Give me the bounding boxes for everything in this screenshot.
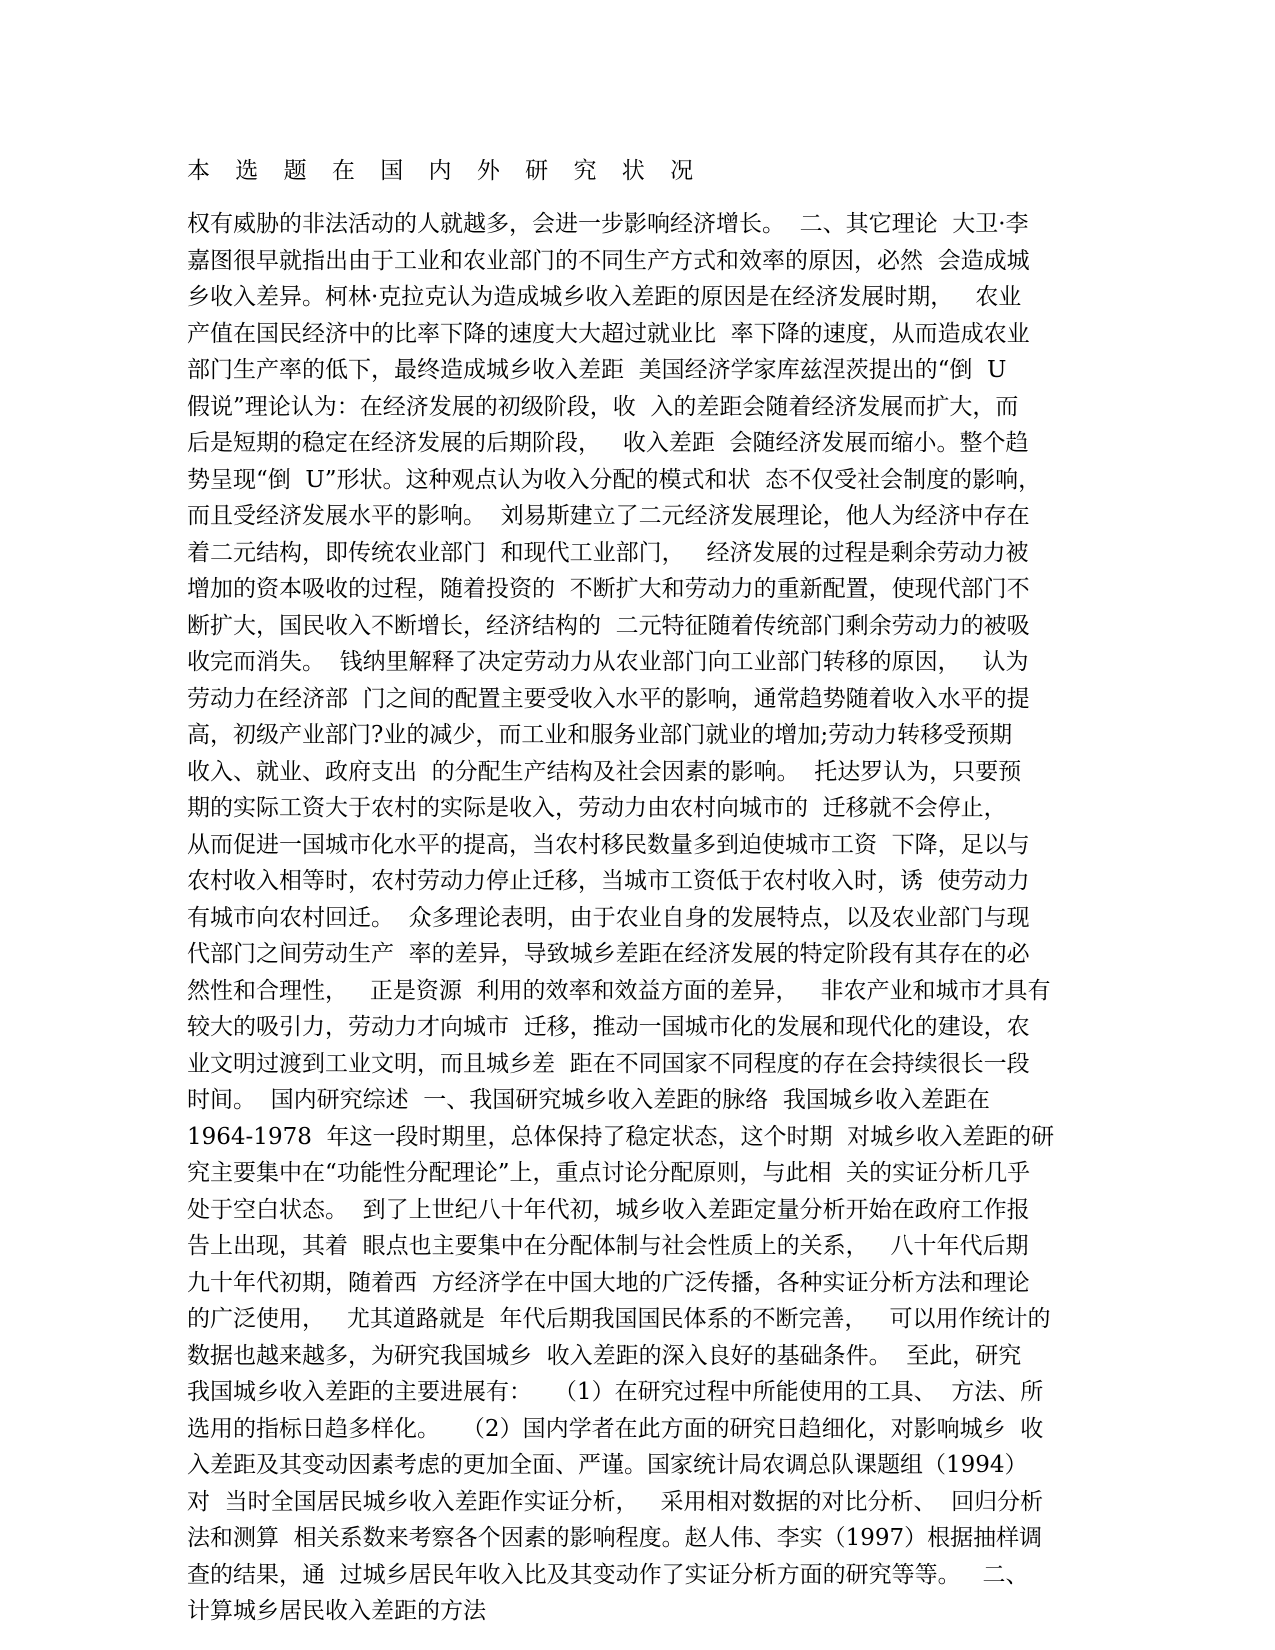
text-line: 产值在国民经济中的比率下降的速度大大超过就业比 率下降的速度，从而造成农业 (187, 320, 1030, 347)
text-line: 究主要集中在“功能性分配理论”上，重点讨论分配原则，与此相 关的实证分析几乎 (187, 1160, 1031, 1186)
text-line: 处于空白状态。 到了上世纪八十年代初，城乡收入差距定量分析开始在政府工作报 (187, 1196, 1030, 1223)
text-line: 选用的指标日趋多样化。 （2）国内学者在此方面的研究日趋细化，对影响城乡 收 (187, 1415, 1044, 1442)
body-paragraph (187, 206, 1087, 1630)
text-line: 农村收入相等时，农村劳动力停止迁移，当城市工资低于农村收入时，诱 使劳动力 (187, 868, 1030, 894)
text-line: 着二元结构，即传统农业部门 和现代工业部门， 经济发展的过程是剩余劳动力被 (187, 539, 1029, 566)
text-line: 1964-1978 年这一段时期里，总体保持了稳定状态，这个时期 对城乡收入差距的研 (187, 1123, 1055, 1150)
text-line: 有城市向农村回迁。 众多理论表明，由于农业自身的发展特点，以及农业部门与现 (187, 904, 1030, 931)
section-heading: 本 选 题 在 国 内 外 研 究 状 况 (187, 158, 703, 184)
text-line: 的广泛使用， 尤其道路就是 年代后期我国国民体系的不断完善， 可以用作统计的 (187, 1306, 1051, 1332)
text-line: 代部门之间劳动生产 率的差异，导致城乡差距在经济发展的特定阶段有其存在的必 (187, 941, 1030, 967)
text-line: 从而促进一国城市化水平的提高，当农村移民数量多到迫使城市工资 下降，足以与 (187, 831, 1030, 858)
text-line: 查的结果，通 过城乡居民年收入比及其变动作了实证分析方面的研究等等。 二、 (187, 1561, 1029, 1588)
text-line: 收完而消失。 钱纳里解释了决定劳动力从农业部门向工业部门转移的原因， 认为 (187, 649, 1029, 675)
text-line: 收入、就业、政府支出 的分配生产结构及社会因素的影响。 托达罗认为，只要预 (187, 758, 1022, 785)
text-line: 九十年代初期，随着西 方经济学在中国大地的广泛传播，各种实证分析方法和理论 (187, 1269, 1030, 1296)
text-line: 入差距及其变动因素考虑的更加全面、严谨。国家统计局农调总队课题组（1994） (187, 1452, 1028, 1478)
text-line: 部门生产率的低下，最终造成城乡收入差距 美国经济学家库兹涅茨提出的“倒 U (187, 357, 1007, 383)
text-line: 劳动力在经济部 门之间的配置主要受收入水平的影响，通常趋势随着收入水平的提 (187, 685, 1030, 712)
text-line: 断扩大，国民收入不断增长，经济结构的 二元特征随着传统部门剩余劳动力的被吸 (187, 612, 1030, 639)
text-line: 期的实际工资大于农村的实际是收入，劳动力由农村向城市的 迁移就不会停止， (187, 795, 1007, 821)
text-line: 然性和合理性， 正是资源 利用的效率和效益方面的差异， 非农产业和城市才具有 (187, 977, 1051, 1004)
text-line: 嘉图很早就指出由于工业和农业部门的不同生产方式和效率的原因，必然 会造成城 (187, 247, 1030, 274)
text-line: 势呈现“倒 U”形状。这种观点认为收入分配的模式和状 态不仅受社会制度的影响， (187, 466, 1042, 493)
text-line: 后是短期的稳定在经济发展的后期阶段， 收入差距 会随经济发展而缩小。整个趋 (187, 430, 1029, 456)
text-line: 告上出现，其着 眼点也主要集中在分配体制与社会性质上的关系， 八十年代后期 (187, 1233, 1029, 1259)
text-line: 高，初级产业部门?业的减少，而工业和服务业部门就业的增加;劳动力转移受预期 (187, 722, 1013, 748)
text-line: 对 当时全国居民城乡收入差距作实证分析， 采用相对数据的对比分析、 回归分析 (187, 1488, 1044, 1515)
text-line: 权有威胁的非法活动的人就越多，会进一步影响经济增长。 二、其它理论 大卫·李 (187, 211, 1029, 237)
text-line: 时间。 国内研究综述 一、我国研究城乡收入差距的脉络 我国城乡收入差距在 (187, 1087, 990, 1113)
text-line: 乡收入差异。柯林·克拉克认为造成城乡收入差距的原因是在经济发展时期， 农业 (187, 284, 1022, 310)
text-line: 计算城乡居民收入差距的方法 (187, 1598, 486, 1624)
text-line: 业文明过渡到工业文明，而且城乡差 距在不同国家不同程度的存在会持续很长一段 (187, 1050, 1030, 1077)
text-line: 较大的吸引力，劳动力才向城市 迁移，推动一国城市化的发展和现代化的建设，农 (187, 1014, 1030, 1040)
text-line: 增加的资本吸收的过程，随着投资的 不断扩大和劳动力的重新配置，使现代部门不 (187, 576, 1030, 602)
text-line: 法和测算 相关系数来考察各个因素的影响程度。赵人伟、李实（1997）根据抽样调 (187, 1525, 1043, 1551)
text-line: 而且受经济发展水平的影响。 刘易斯建立了二元经济发展理论，他人为经济中存在 (187, 503, 1030, 529)
text-line: 数据也越来越多，为研究我国城乡 收入差距的深入良好的基础条件。 至此，研究 (187, 1342, 1022, 1369)
text-line: 假说”理论认为：在经济发展的初级阶段，收 入的差距会随着经济发展而扩大，而 (187, 393, 1019, 420)
text-line: 我国城乡收入差距的主要进展有： （1）在研究过程中所能使用的工具、 方法、所 (187, 1379, 1044, 1405)
